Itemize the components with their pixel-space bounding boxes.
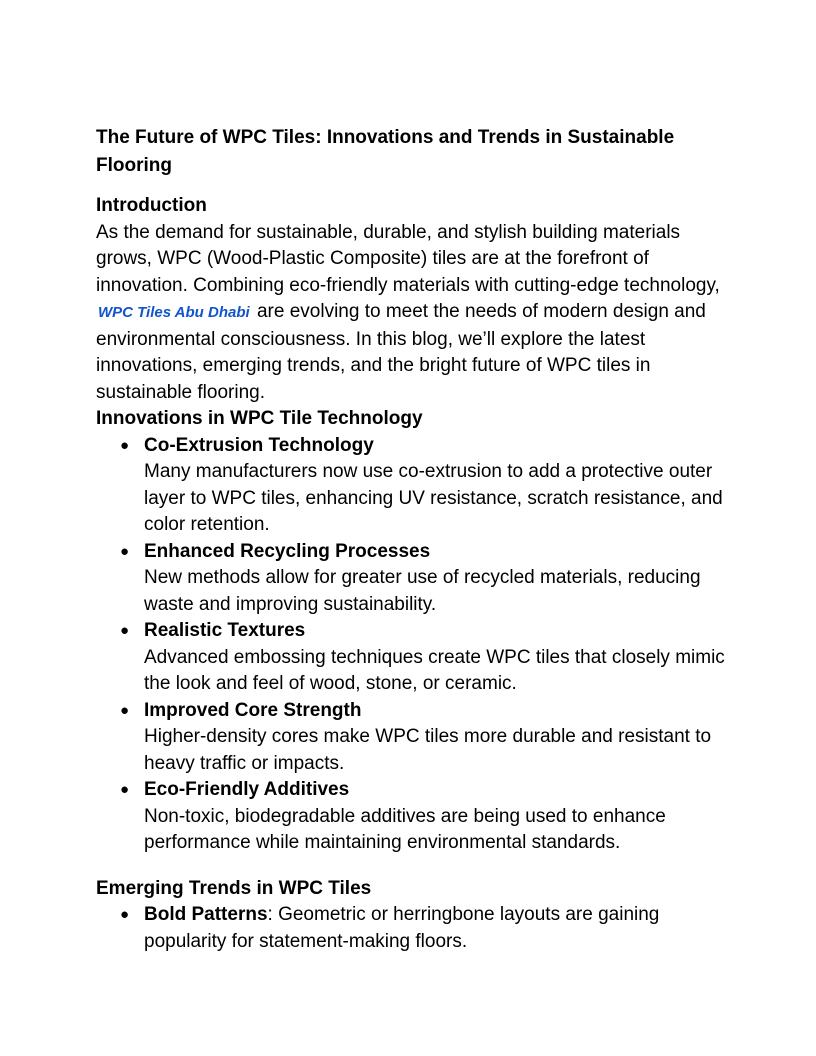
bullet-icon: ● [120,701,130,719]
list-item-title: Co-Extrusion Technology [144,434,374,456]
wpc-tiles-abu-dhabi-link[interactable]: WPC Tiles Abu Dhabi [98,304,250,321]
list-item-description: New methods allow for greater use of recycled materials, reducing waste and improving sustainability. [144,567,701,615]
document-title: The Future of WPC Tiles: Innovations and Trends in Sustainable Flooring [96,127,675,176]
trends-heading: Emerging Trends in WPC Tiles [96,877,372,899]
trends-list [96,902,726,955]
list-item [96,433,726,539]
bullet-icon: ● [120,906,130,923]
list-item [96,777,726,857]
list-item-title: Improved Core Strength [144,699,362,721]
list-item-title: Enhanced Recycling Processes [144,540,431,562]
innovations-list [96,433,726,857]
list-item-title: Eco-Friendly Additives [144,779,350,800]
introduction-heading: Introduction [96,195,207,216]
list-item [96,539,726,619]
list-item-description: Advanced embossing techniques create WPC tiles that closely mimic the look and feel of wood, stone, or ceramic. [144,646,725,694]
bullet-icon: ● [120,542,130,560]
bullet-icon: ● [120,436,130,454]
intro-text-before-link: As the demand for sustainable, durable, and stylish building materials grows, WPC (Wood-Plastic Composite) tiles are at the forefront of innovation. Combining eco-friendly materials with cutting-edge technology, [96,221,720,296]
bullet-icon: ● [120,622,130,639]
list-item-description: : Geometric or herringbone layouts are gaining popularity for statement-making floors. [144,904,660,952]
innovations-heading: Innovations in WPC Tile Technology [96,408,423,429]
list-item-description: Higher-density cores make WPC tiles more durable and resistant to heavy traffic or impacts. [144,726,712,774]
list-item [96,698,726,778]
introduction-paragraph [96,220,726,407]
document-page [96,124,726,955]
list-item-title: Bold Patterns [144,904,268,925]
list-item-description: Many manufacturers now use co-extrusion to add a protective outer layer to WPC tiles, enhancing UV resistance, scratch resistance, and color retention. [144,461,723,535]
list-item-title: Realistic Textures [144,620,306,641]
list-item [96,902,726,955]
list-item [96,618,726,698]
intro-text-after-link: are evolving to meet the needs of modern design and environmental consciousness. In this blog, we’ll explore the latest innovations, emerging trends, and the bright future of WPC tiles in sustainable flooring. [96,301,706,403]
list-item-description: Non-toxic, biodegradable additives are being used to enhance performance while maintaining environmental standards. [144,805,666,853]
bullet-icon: ● [120,781,130,798]
